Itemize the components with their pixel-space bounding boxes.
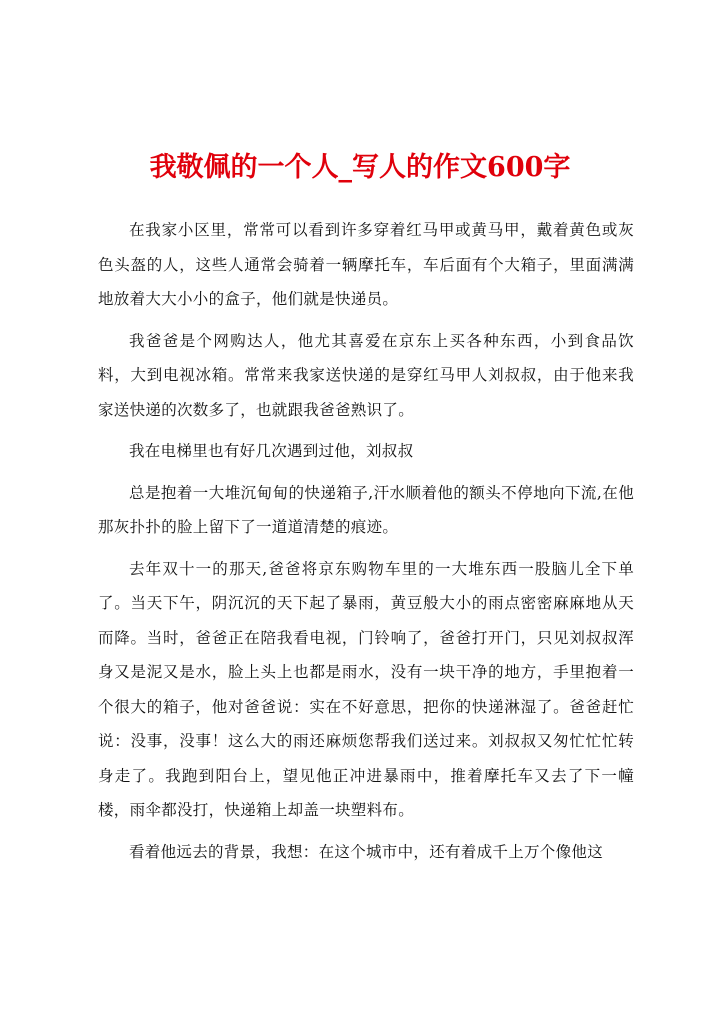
paragraph: 我爸爸是个网购达人，他尤其喜爱在京东上买各种东西，小到食品饮料，大到电视冰箱。常常来我家送快递的是穿红马甲人刘叔叔，由于他来我家送快递的次数多了，也就跟我爸爸熟识了。 [98,331,634,419]
paragraph: 去年双十一的那天,爸爸将京东购物车里的一大堆东西一股脑儿全下单了。当天下午，阴沉沉的天下起了暴雨，黄豆般大小的雨点密密麻麻地从天而降。当时，爸爸正在陪我看电视，门铃响了，爸爸打开门，只见刘叔叔浑身又是泥又是水，脸上头上也都是雨水，没有一块干净的地方，手里抱着一个很大的箱子，他对爸爸说：实在不好意思，把你的快递淋湿了。爸爸赶忙说：没事，没事！这么大的雨还麻烦您帮我们送过来。刘叔叔又匆忙忙忙转身走了。我跑到阳台上，望见他正冲进暴雨中，推着摩托车又去了下一幢楼，雨伞都没打，快递箱上却盖一块塑料布。 [98,559,634,819]
paragraph: 看着他远去的背景，我想：在这个城市中，还有着成千上万个像他这 [129,842,604,861]
paragraph: 我在电梯里也有好几次遇到过他，刘叔叔 [129,442,414,460]
document-body [98,213,634,876]
paragraph: 在我家小区里，常常可以看到许多穿着红马甲或黄马甲，戴着黄色或灰色头盔的人，这些人通常会骑着一辆摩托车，车后面有个大箱子，里面满满地放着大大小小的盒子，他们就是快递员。 [98,221,634,308]
paragraph: 总是抱着一大堆沉甸甸的快递箱子,汗水顺着他的额头不停地向下流,在他那灰扑扑的脸上留下了一道道清楚的痕迹。 [98,483,634,536]
document-title: 我敬佩的一个人_写人的作文600字 [149,152,571,183]
